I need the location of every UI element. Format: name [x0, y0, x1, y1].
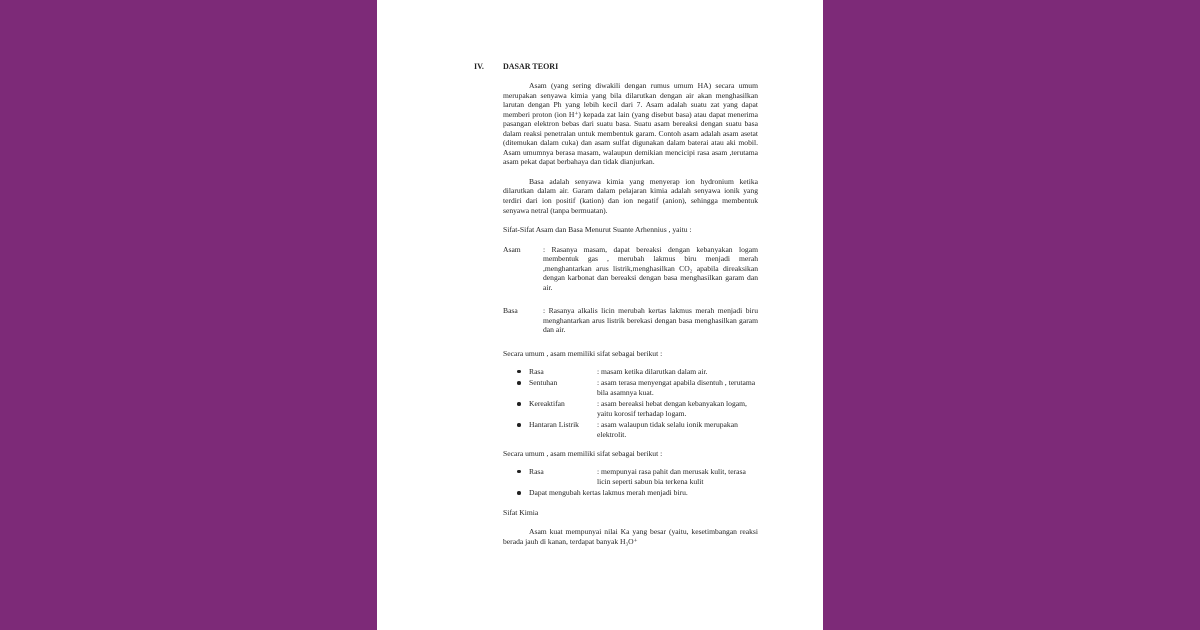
- section-body: [503, 81, 758, 546]
- list-intro-asam: Secara umum , asam memiliki sifat sebagai berikut :: [503, 349, 663, 359]
- sifat-kimia-text: Asam kuat mempunyai nilai Ka yang besar (yaitu, kesetimbangan reaksi berada jauh di kanan, terdapat banyak H₃O⁺: [503, 527, 758, 546]
- bullet-icon: [517, 381, 521, 385]
- sifat-heading: Sifat-Sifat Asam dan Basa Menurut Suante Arhennius , yaitu :: [503, 225, 692, 235]
- asam-property-list: [503, 367, 758, 440]
- definition-text: : Rasanya masam, dapat bereaksi dengan kebanyakan logam membentuk gas , merubah lakmus biru menjadi merah ,menghantarkan arus listrik,menghasilkan CO₂ apabila direaksikan dengan karbonat dan bereaksi dengan basa menghasilkan garam dan air.: [543, 244, 758, 292]
- definition-term: Asam: [503, 244, 521, 254]
- list-item: Hantaran Listrik : asam walaupun tidak selalu ionik merupakan elektrolit.: [517, 420, 758, 439]
- list-item: Kereaktifan : asam bereaksi hebat dengan kebanyakan logam, yaitu korosif terhadap logam.: [517, 399, 758, 418]
- section-heading: [474, 62, 757, 73]
- bullet-icon: [517, 370, 521, 374]
- list-item: Sentuhan : asam terasa menyengat apabila disentuh , terutama bila asamnya kuat.: [517, 378, 758, 397]
- list-intro-basa: Secara umum , asam memiliki sifat sebagai berikut :: [503, 449, 663, 459]
- list-item: Dapat mengubah kertas lakmus merah menjadi biru.: [517, 488, 758, 498]
- definition-asam: [503, 245, 758, 293]
- paragraph-asam: Asam (yang sering diwakili dengan rumus umum HA) secara umum merupakan senyawa kimia yang bila dilarutkan dengan air akan menghasilkan larutan dengan Ph yang lebih kecil dari 7. Asam adalah suatu zat yang dapat memberi proton (ion H⁺) kepada zat lain (yang disebut basa) atau dapat menerima pasangan elektron bebas dari suatu basa. Suatu asam bereaksi dengan suatu basa dalam reaksi penetralan untuk membentuk garam. Contoh asam adalah asam asetat (ditemukan dalam cuka) dan asam sulfat digunakan dalam baterai atau aki mobil. Asam umumnya berasa masam, walaupun demikian mencicipi rasa asam ,terutama asam pekat dapat berbahaya dan tidak dianjurkan.: [503, 81, 758, 167]
- paragraph-basa: Basa adalah senyawa kimia yang menyerap ion hydronium ketika dilarutkan dalam air. Garam dalam pelajaran kimia adalah senyawa ionik yang terdiri dari ion positif (kation) dan ion negatif (anion), sehingga membentuk senyawa netral (tanpa bermuatan).: [503, 176, 758, 215]
- sifat-kimia-heading: Sifat Kimia: [503, 507, 539, 517]
- bullet-icon: [517, 491, 521, 495]
- document-page: [377, 0, 823, 630]
- definition-basa: [503, 306, 758, 335]
- definition-term: Basa: [503, 306, 518, 316]
- definition-text: : Rasanya alkalis licin merubah kertas lakmus merah menjadi biru menghantarkan arus listrik berekasi dengan basa menghasilkan garam dan air.: [543, 306, 758, 335]
- section-number: IV.: [474, 62, 484, 71]
- basa-property-list: [503, 467, 758, 498]
- bullet-icon: [517, 470, 521, 474]
- bullet-icon: [517, 423, 521, 427]
- list-item: Rasa : masam ketika dilarutkan dalam air.: [517, 367, 758, 377]
- list-item: Rasa : mempunyai rasa pahit dan merusak kulit, terasa licin seperti sabun bia terkena kulit: [517, 467, 758, 486]
- document-content: [474, 62, 757, 546]
- section-title: DASAR TEORI: [503, 62, 559, 71]
- bullet-icon: [517, 402, 521, 406]
